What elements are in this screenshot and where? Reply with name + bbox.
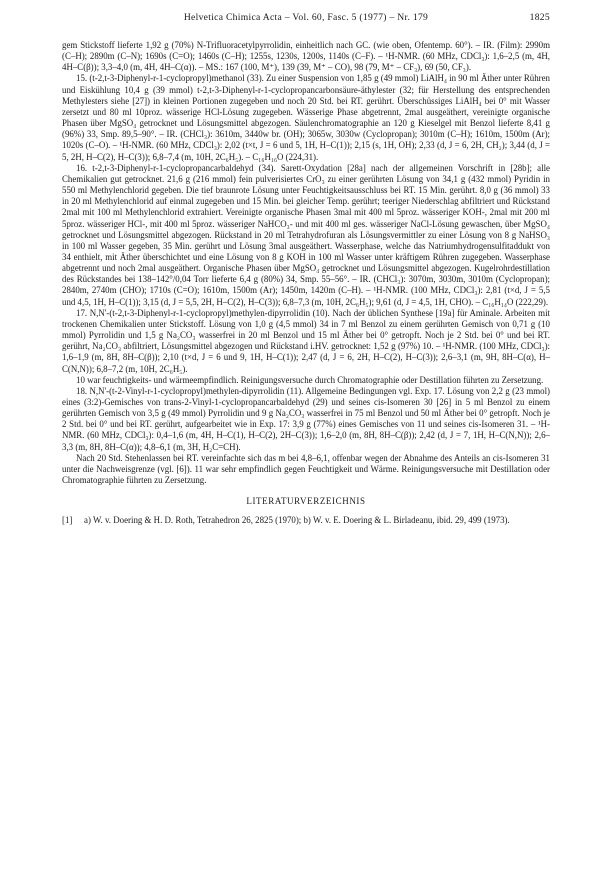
paragraph-experiment-17: 17. N,N'-(t-2,t-3-Diphenyl-r-1-cyclopropyl)methylen-dipyrrolidin (10). Nach der üblichen Synthese [19a] für Aminale. Arbeiten mit trockenen Chemikalien unter Stickstoff. Lösung von 1,0 g (4,5 mmol) 34 in 7 ml Benzol zu einem gerührten Gemisch von 0,71 g (10 mmol) Pyrrolidin und 1,5 g Na₂CO₃ wasserfrei in 20 ml Benzol und 15 ml Äther bei 0° getropft. Noch je 2 Std. bei 0° und bei RT. gerührt, Na₂CO₃ abfiltriert, Lösungsmittel abgezogen und Rückstand i.HV. getrocknet: 1,52 g (97%) 10. – ¹H-NMR. (100 MHz, CDCl₃): 1,6–1,9 (m, 8H, 8H–C(β)); 2,10 (t×d, J = 6 und 9, 1H, H–C(1)); 2,47 (d, J = 6, 2H, H–C(2), H–C(3)); 2,6–3,1 (m, 9H, 8H–C(α), H–C(N,N)); 6,8–7,2 (m, 10H, 2C₆H₅). [62,307,550,374]
paragraph-continuation: gem Stickstoff lieferte 1,92 g (70%) N-Trifluoracetylpyrrolidin, einheitlich nach GC. (wie oben, Ofentemp. 60°). – IR. (Film): 2990m (C–H); 2890m (C–N); 1690s (C=O); 1460s (C–H); 1255s, 1230s, 1200s, 1140s (C–F). – ¹H-NMR. (60 MHz, CDCl₃): 1,6–2,5 (m, 4H, 4H–C(β)); 3,3–4,0 (m, 4H, 4H–C(α)). – MS.: 167 (100, M⁺), 139 (39, M⁺ – CO), 98 (79, M⁺ – CF₃), 69 (50, CF₃). [62,40,550,73]
journal-title: Helvetica Chimica Acta – Vol. 60, Fasc. 5 (1977) – Nr. 179 [183,12,429,23]
paragraph-experiment-18: 18. N,N'-(t-2-Vinyl-r-1-cyclopropyl)methylen-dipyrrolidin (11). Allgemeine Bedingungen vgl. Exp. 17. Lösung von 2,2 g (23 mmol) eines (3:2)-Gemisches von trans-2-Vinyl-1-cyclopropancarbaldehyd (29) und seines cis-Isomeren 30 [26] in 5 ml Benzol zu einem gerührten Gemisch von 3,5 g (49 mmol) Pyrrolidin und 9 g Na₂CO₃ wasserfrei in 75 ml Benzol und 50 ml Äther bei 0° getropft. Noch je 2 Std. bei 0° und bei RT. gerührt, aufgearbeitet wie in Exp. 17: 3,9 g (77%) eines Gemisches von 11 und seines cis-Isomeren 31. – ¹H-NMR. (60 MHz, CDCl₃): 0,4–1,6 (m, 4H, H–C(1), H–C(2), 2H–C(3)); 1,6–2,0 (m, 8H, 8H–C(β)); 2,42 (d, J = 7, 1H, H–C(N,N)); 2,6–3,3 (m, 8H, 8H–C(α)); 4,8–6,1 (m, 3H, H₂C=CH). [62,385,550,452]
running-header [62,12,550,26]
reference-item [62,515,550,526]
paragraph-experiment-15: 15. (t-2,t-3-Diphenyl-r-1-cyclopropyl)methanol (33). Zu einer Suspension von 1,85 g (49 mmol) LiAlH₄ in 90 ml Äther unter Rühren und Eiskühlung 10,4 g (39 mmol) t-2,t-3-Diphenyl-r-1-cyclopropancarbonsäure-äthylester (32; für Herstellung des entsprechenden Methylesters siehe [27]) in kleinen Portionen zugegeben und noch 20 Std. bei RT. gerührt. Überschüssiges LiAlH₄ bei 0° mit Wasser zersetzt und 80 ml 10proz. wässerige HCl-Lösung zugegeben. Wässerige Phase abgetrennt, 2mal ausgeäthert, vereinigte organische Phasen über MgSO₄ getrocknet und Lösungsmittel abgezogen. Säulenchromatographie an 120 g Kieselgel mit Benzol lieferte 8,41 g (96%) 33, Smp. 89,5–90°. – IR. (CHCl₃): 3610m, 3440w br. (OH); 3065w, 3030w (Cyclopropan); 3010m (C–H); 1610m, 1500m (Ar); 1020s (C–O). – ¹H-NMR. (60 MHz, CDCl₃): 2,02 (t×t, J = 6 und 5, 1H, H–C(1)); 2,15 (s, 1H, OH); 2,33 (d, J = 6, 2H, CH₂); 3,44 (d, J = 5, 2H, H–C(2), H–C(3)); 6,8–7,4 (m, 10H, 2C₆H₅). – C₁₆H₁₆O (224,31). [62,73,550,162]
paragraph-note-11: Nach 20 Std. Stehenlassen bei RT. vereinfachte sich das m bei 4,8–6,1, offenbar wegen der Abnahme des Anteils an cis-Isomeren 31 unter die Nachweisgrenze (vgl. [6]). 11 war sehr empfindlich gegen Feuchtigkeit und Wärme. Reinigungsversuche mit Destillation oder Chromatographie führten zu Zersetzung. [62,452,550,486]
references-heading: LITERATURVERZEICHNIS [246,496,366,507]
reference-number: [1] [62,515,73,526]
paragraph-note-10: 10 war feuchtigkeits- und wärmeempfindlich. Reinigungsversuche durch Chromatographie oder Destillation führten zu Zersetzung. [76,374,544,385]
page-number: 1825 [529,12,550,23]
reference-text: a) W. v. Doering & H. D. Roth, Tetrahedron 26, 2825 (1970); b) W. v. E. Doering & L. Birladeanu, ibid. 29, 499 (1973). [84,515,510,526]
main-text [62,40,550,527]
paragraph-experiment-16: 16. t-2,t-3-Diphenyl-r-1-cyclopropancarbaldehyd (34). Sarett-Oxydation [28a] nach der allgemeinen Vorschrift in [28b]; alle Chemikalien gut getrocknet. 21,6 g (216 mmol) fein pulverisiertes CrO₃ zu einer gerührten Lösung von 34,1 g (432 mmol) Pyridin in 550 ml Methylenchlorid gegeben. Die tief braunrote Lösung unter Feuchtigkeitsausschluss bei RT. 15 Min. gerührt. 8,0 g (36 mmol) 33 in 20 ml Methylenchlorid auf einmal zugegeben und 15 Min. bei gleicher Temp. gerührt; teeriger Niederschlag abfiltriert und Rückstand 2mal mit 100 ml Methylenchlorid extrahiert. Vereinigte organische Phasen 3mal mit 400 ml 5proz. wässeriger KOH-, 2mal mit 200 ml 5proz. wässeriger HCl-, mit 400 ml 5proz. wässeriger NaHCO₃- und mit 400 ml ges. wässeriger NaCl-Lösung gewaschen, über MgSO₄ getrocknet und Lösungsmittel abgezogen. Rückstand in 20 ml Tetrahydrofuran als Lösungsvermittler zu einer Lösung von 8 g NaHSO₃ in 100 ml Wasser gegeben, 35 Min. gerührt und Lösung 3mal ausgeäthert. Wasserphase, welche das Natriumhydrogensulfitaddukt von 34 enthielt, mit Äther überschichtet und eine Lösung von 8 g KOH in 100 ml Wasser unter kräftigem Rühren zugegeben. Wasserphase abgetrennt und noch 2mal ausgeäthert. Organische Phasen über MgSO₄ getrocknet und Lösungsmittel abgezogen. Kugelrohrdestillation des Rückstandes bei 138–142°/0,04 Torr lieferte 6,4 g (80%) 34, Smp. 55–56°. – IR. (CHCl₃): 3070m, 3030m, 3010m (Cyclopropan); 2840m, 2740m (CHO); 1710s (C=O); 1610m, 1500m (Ar); 1450m, 1420m (C–H). – ¹H-NMR. (100 MHz, CDCl₃): 2,81 (t×d, J = 5,5 und 4,5, 1H, H–C(1)); 3,15 (d, J = 5,5, 2H, H–C(2), H–C(3)); 6,8–7,3 (m, 10H, 2C₆H₅); 9,61 (d, J = 4,5, 1H, CHO). – C₁₆H₁₄O (222,29). [62,162,550,307]
